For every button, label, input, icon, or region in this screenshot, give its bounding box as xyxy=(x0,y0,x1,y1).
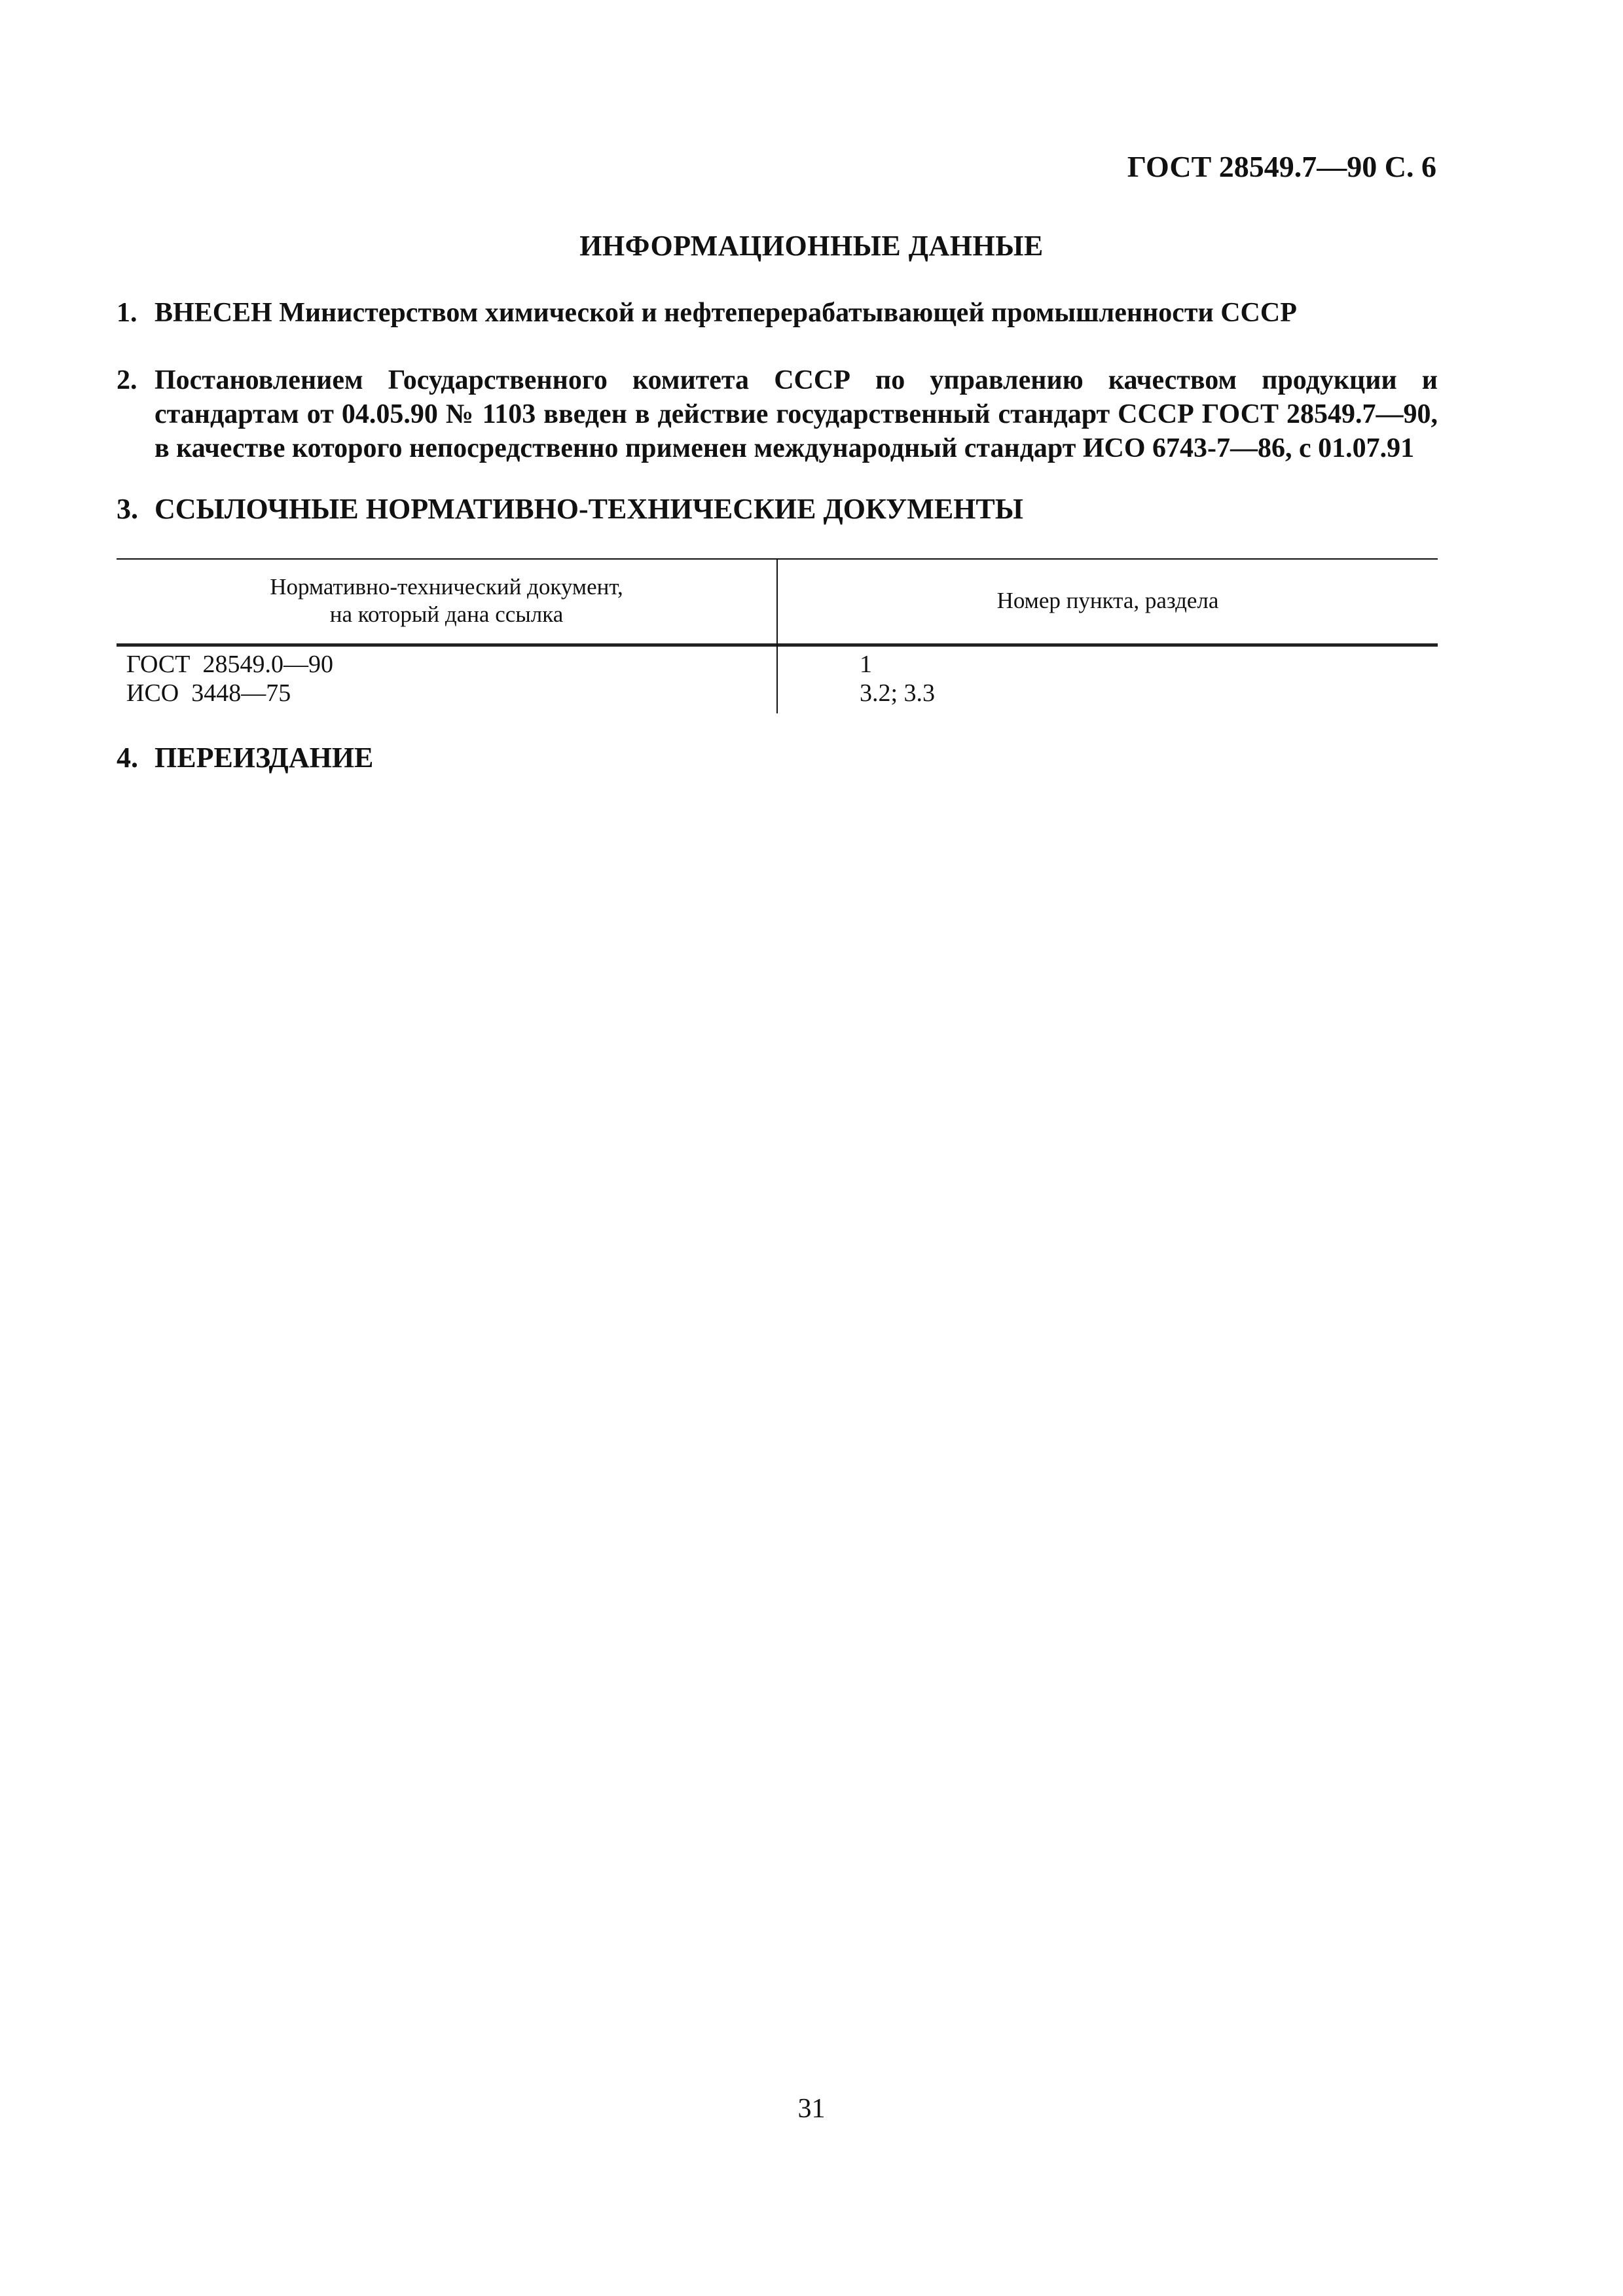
item-number: 2. xyxy=(117,365,137,395)
section-title: ИНФОРМАЦИОННЫЕ ДАННЫЕ xyxy=(579,230,1044,262)
item-text: ВНЕСЕН Министерством химической и нефтеперерабатывающей промышленности СССР xyxy=(155,298,1297,328)
clause-column xyxy=(860,650,935,708)
column-header-document xyxy=(117,558,776,643)
item-number: 4. xyxy=(117,742,138,774)
column-header-document-text: Нормативно-технический документ, на который дана ссылка xyxy=(270,574,623,627)
column-header-clause xyxy=(778,558,1438,643)
info-item-1 xyxy=(117,296,1438,330)
item-text: ПЕРЕИЗДАНИЕ xyxy=(155,742,374,774)
standard-code-header: ГОСТ 28549.7—90 С. 6 xyxy=(1127,150,1436,183)
item-text: ССЫЛОЧНЫЕ НОРМАТИВНО-ТЕХНИЧЕСКИЕ ДОКУМЕНТЫ xyxy=(155,493,1023,525)
table-cell-doc: ГОСТ 28549.0—90 xyxy=(126,651,333,678)
info-item-3 xyxy=(117,492,1438,526)
column-header-clause-text: Номер пункта, раздела xyxy=(996,588,1219,613)
info-item-2 xyxy=(117,363,1438,465)
document-column xyxy=(126,650,333,708)
table-cell-clause: 3.2; 3.3 xyxy=(860,679,936,707)
item-text: Постановлением Государственного комитета СССР по управлению качеством продукции и стандартам от 04.05.90 № 1103 введен в действие государственный стандарт СССР ГОСТ 28549.7—90, в качестве которого непосредственно применен международный стандарт ИСО 6743-7—86, с 01.07.91 xyxy=(155,365,1438,463)
table-cell-clause: 1 xyxy=(860,651,872,678)
item-number: 3. xyxy=(117,493,138,525)
item-number: 1. xyxy=(117,298,137,328)
table-cell-doc: ИСО 3448—75 xyxy=(126,679,291,707)
page-number: 31 xyxy=(797,2094,826,2124)
info-item-4 xyxy=(117,741,1438,775)
reference-documents-table xyxy=(117,558,1438,715)
